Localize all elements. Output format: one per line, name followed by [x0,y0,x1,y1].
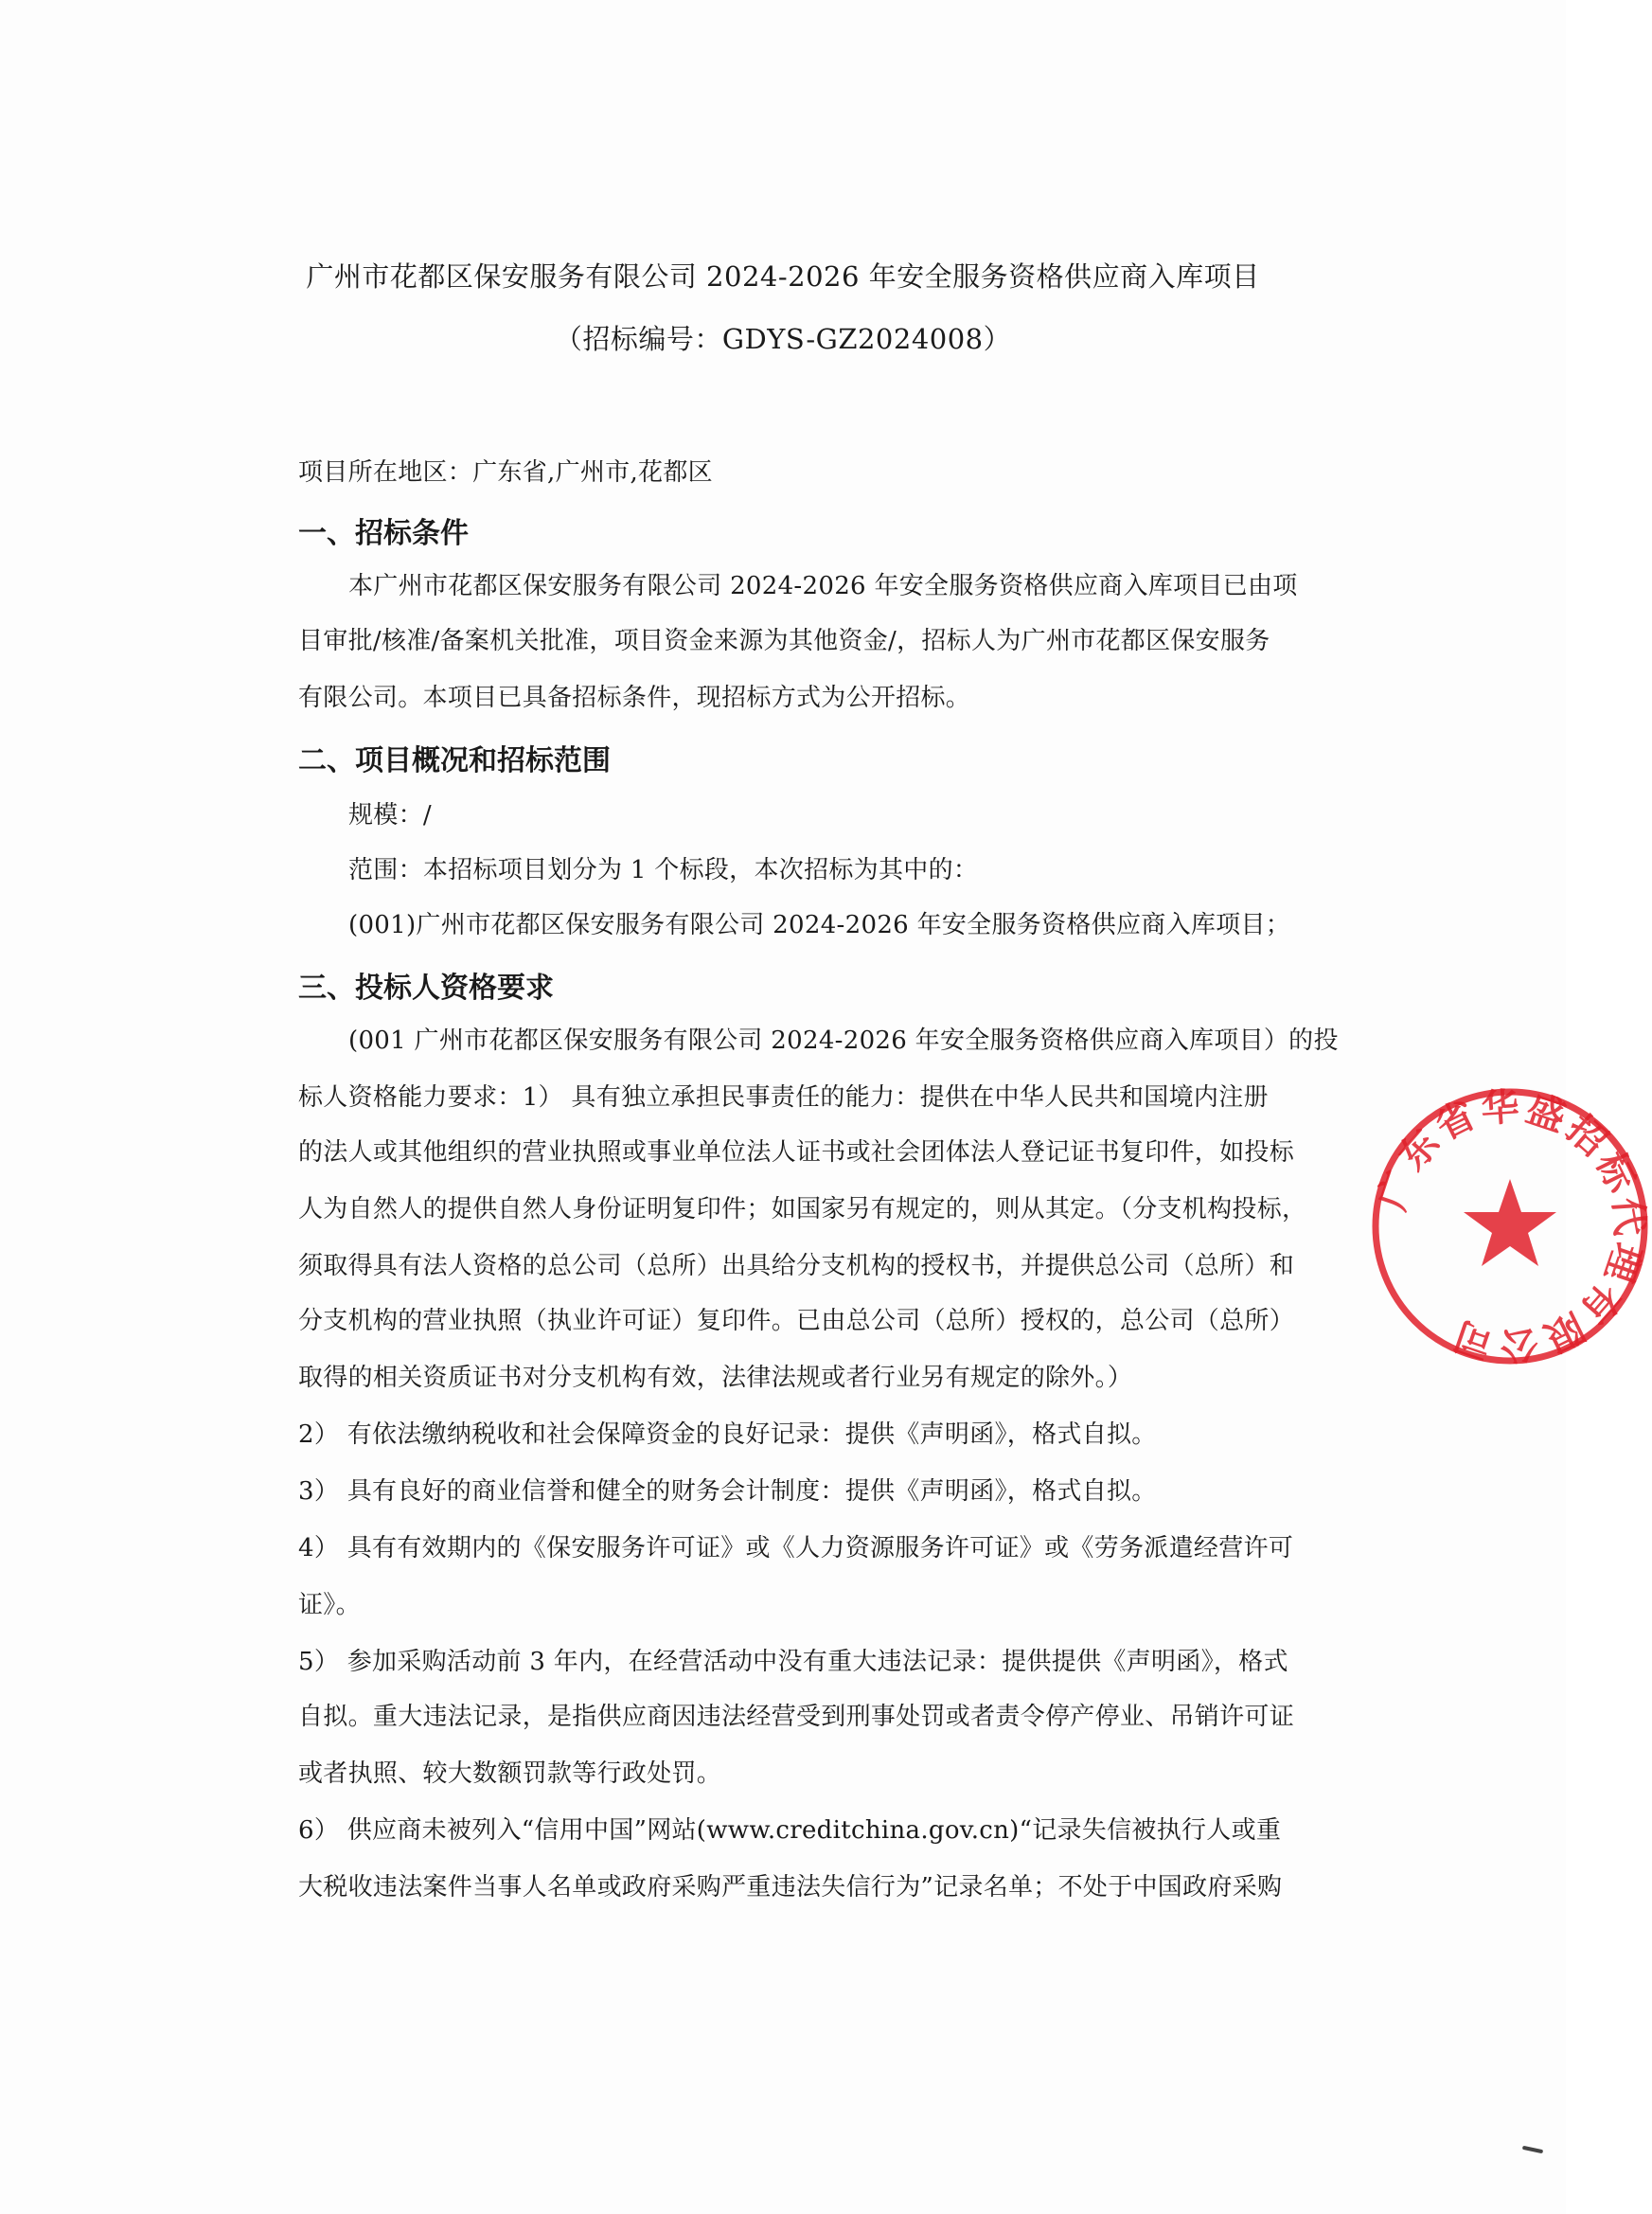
requirement-item: 2） 有依法缴纳税收和社会保障资金的良好记录：提供《声明函》，格式自拟。 [298,1420,1157,1449]
paragraph-line: 规模：/ [348,801,432,830]
paragraph-line: 目审批/核准/备案机关批准，项目资金来源为其他资金/，招标人为广州市花都区保安服务 [298,627,1270,655]
paragraph-line: 证》。 [298,1591,361,1619]
document-title: 广州市花都区保安服务有限公司 2024-2026 年安全服务资格供应商入库项目 [306,260,1260,293]
paragraph-line: (001)广州市花都区保安服务有限公司 2024-2026 年安全服务资格供应商入库项目； [348,911,1291,939]
tender-number: （招标编号：GDYS-GZ2024008） [554,323,1012,355]
paragraph-line: 分支机构的营业执照（执业许可证）复印件。已由总公司（总所）授权的，总公司（总所） [298,1307,1295,1335]
requirement-item: 4） 具有有效期内的《保安服务许可证》或《人力资源服务许可证》或《劳务派遣经营许可 [298,1534,1294,1562]
section-heading-bidder-qualifications: 三、投标人资格要求 [298,972,554,1005]
paragraph-line: 取得的相关资质证书对分支机构有效，法律法规或者行业另有规定的除外。） [298,1364,1133,1392]
paragraph-line: (001 广州市花都区保安服务有限公司 2024-2026 年安全服务资格供应商入库项目）的投 [348,1027,1339,1055]
paragraph-line: 的法人或其他组织的营业执照或事业单位法人证书或社会团体法人登记证书复印件，如投标 [298,1138,1295,1167]
paragraph-line: 有限公司。本项目已具备招标条件，现招标方式为公开招标。 [298,684,971,712]
company-seal-stamp [1368,1084,1652,1368]
paragraph-line: 人为自然人的提供自然人身份证明复印件；如国家另有规定的，则从其定。（分支机构投标， [298,1195,1307,1223]
paragraph-line: 标人资格能力要求：1） 具有独立承担民事责任的能力：提供在中华人民共和国境内注册 [298,1083,1269,1112]
paragraph-line: 本广州市花都区保安服务有限公司 2024-2026 年安全服务资格供应商入库项目已由项 [348,572,1298,600]
requirement-item: 5） 参加采购活动前 3 年内，在经营活动中没有重大违法记录：提供提供《声明函》，格式 [298,1648,1288,1676]
requirement-item: 6） 供应商未被列入“信用中国”网站(www.creditchina.gov.cn)“记录失信被执行人或重 [298,1816,1282,1845]
section-heading-tender-conditions: 一、招标条件 [298,517,469,550]
section-heading-project-overview: 二、项目概况和招标范围 [298,744,611,777]
paragraph-line: 大税收违法案件当事人名单或政府采购严重违法失信行为”记录名单；不处于中国政府采购 [298,1873,1283,1902]
paragraph-line: 须取得具有法人资格的总公司（总所）出具给分支机构的授权书，并提供总公司（总所）和 [298,1252,1295,1280]
scan-artifact [1522,2146,1543,2153]
paragraph-line: 自拟。重大违法记录，是指供应商因违法经营受到刑事处罚或者责令停产停业、吊销许可证 [298,1703,1295,1731]
project-location: 项目所在地区：广东省,广州市,花都区 [298,458,713,487]
svg-text:广东省华盛招标代理有限公司: 广东省华盛招标代理有限公司 [1370,1084,1652,1368]
paragraph-line: 范围：本招标项目划分为 1 个标段，本次招标为其中的： [348,856,979,884]
requirement-item: 3） 具有良好的商业信誉和健全的财务会计制度：提供《声明函》，格式自拟。 [298,1477,1157,1506]
paragraph-line: 或者执照、较大数额罚款等行政处罚。 [298,1759,722,1788]
